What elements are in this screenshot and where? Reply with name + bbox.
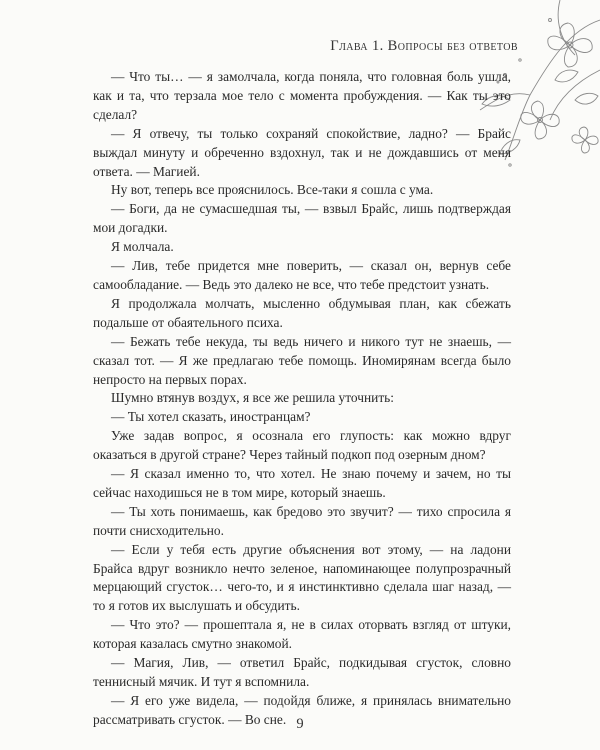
page-number: 9 xyxy=(296,716,304,732)
paragraph: Я молчала. xyxy=(111,239,174,255)
paragraph: — Магия, Лив, — ответил Брайс, подкидывая сгусток, словно теннисный мячик. И тут я вспомнила. xyxy=(93,655,511,689)
paragraph: — Ты хотел сказать, иностранцам? xyxy=(111,409,311,425)
paragraph: — Ты хоть понимаешь, как бредово это звучит? — тихо спросила я почти снисходительно. xyxy=(93,503,511,538)
paragraph: — Я отвечу, ты только сохраняй спокойствие, ладно? — Брайс выждал минуту и обреченно вздохнул, так и не дождавшись от меня ответа. — Магией. xyxy=(93,125,511,179)
paragraph: — Бежать тебе некуда, ты ведь ничего и никого тут не знаешь, — сказал тот. — Я же предлагаю тебе помощь. Иномирянам всегда было непросто на первых порах. xyxy=(93,333,511,387)
paragraph: — Я его уже видела, — подойдя ближе, я принялась внимательно рассматривать сгусток. — Во сне. xyxy=(93,692,511,727)
paragraph: Ну вот, теперь все прояснилось. Все-таки я сошла с ума. xyxy=(111,182,434,198)
paragraph: — Что ты… — я замолчала, когда поняла, что головная боль ушла, как и та, что терзала мое тело с момента пробуждения. — Как ты это сделал? xyxy=(93,69,511,122)
paragraph: — Лив, тебе придется мне поверить, — сказал он, вернув себе самообладание. — Ведь это далеко не все, что тебе предстоит узнать. xyxy=(93,258,511,292)
body-text xyxy=(93,68,511,730)
paragraph: — Боги, да не сумасшедшая ты, — взвыл Брайс, лишь подтверждая мои догадки. xyxy=(93,201,511,236)
paragraph: — Я сказал именно то, что хотел. Не знаю почему и зачем, но ты сейчас находишься не в том мире, который знаешь. xyxy=(93,466,511,500)
paragraph: Я продолжала молчать, мысленно обдумывая план, как сбежать подальше от обаятельного психа. xyxy=(93,295,511,330)
paragraph: Шумно втянув воздух, я все же решила уточнить: xyxy=(111,390,395,406)
running-header: Глава 1. Вопросы без ответов xyxy=(330,38,518,54)
paragraph: — Что это? — прошептала я, не в силах оторвать взгляд от штуки, которая казалась смутно знакомой. xyxy=(93,617,511,652)
paragraph: Уже задав вопрос, я осознала его глупость: как можно вдруг оказаться в другой стране? Через тайный подкоп под озерным дном? xyxy=(93,428,511,463)
paragraph: — Если у тебя есть другие объяснения вот этому, — на ладони Брайса вдруг возникло нечто зеленое, напоминающее полупрозрачный мерцающий сгусток… чего-то, и я инстинктивно сделала шаг назад, — то я готов их выслушать и обсудить. xyxy=(93,541,511,614)
